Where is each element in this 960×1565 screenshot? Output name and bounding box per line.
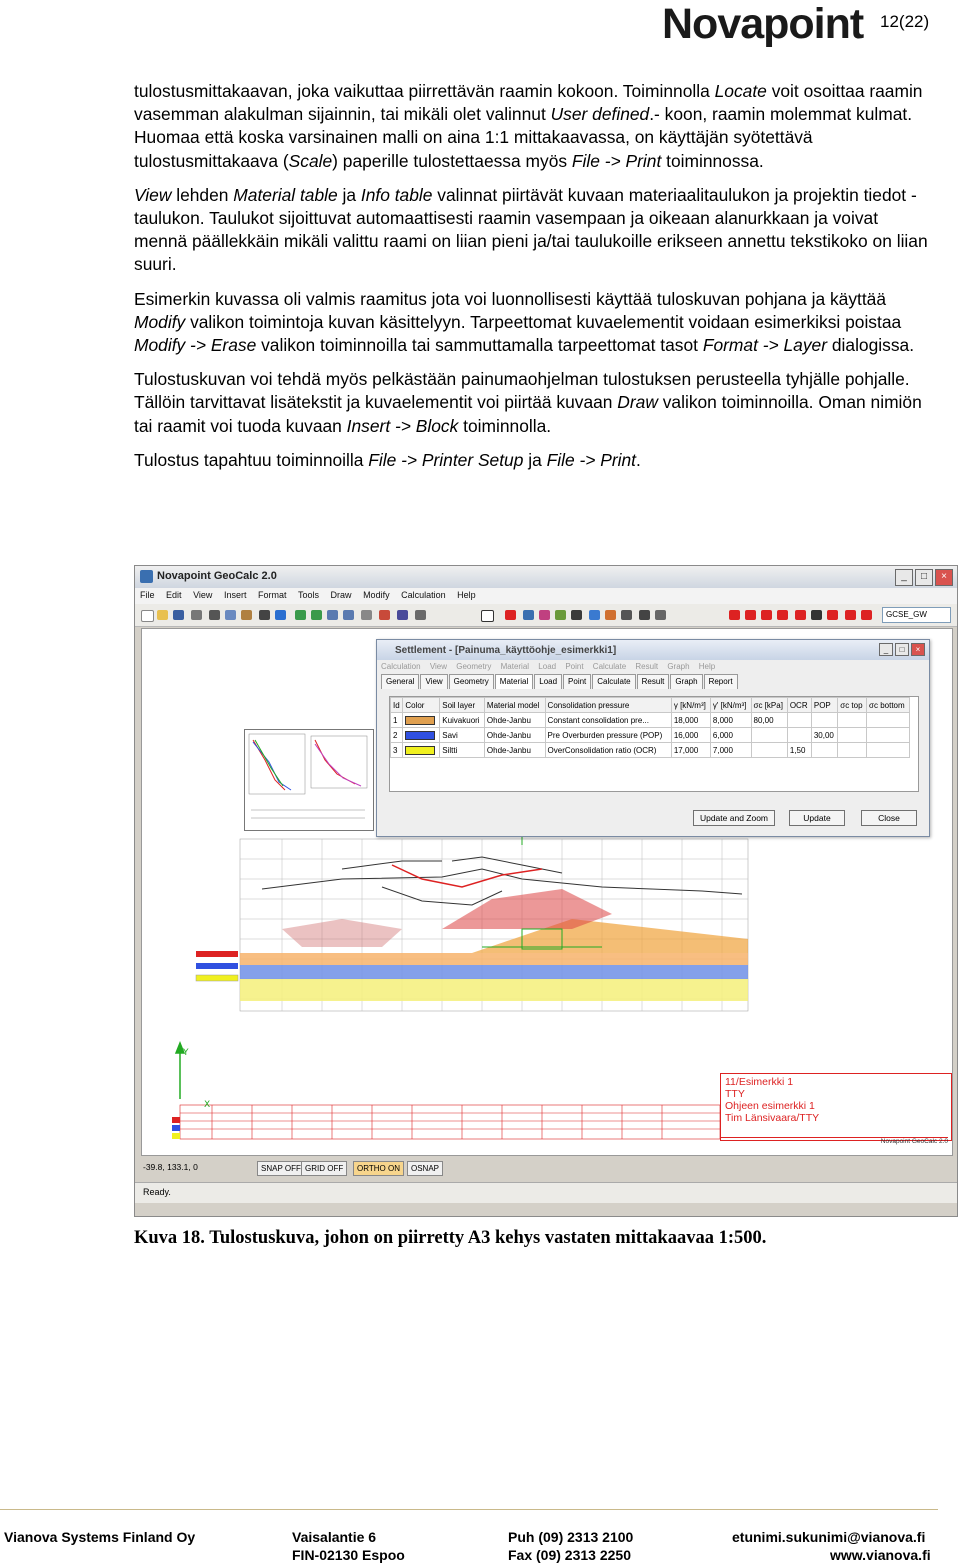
cell-color[interactable] [403, 713, 440, 728]
osnap-toggle[interactable]: OSNAP [407, 1161, 443, 1176]
dlg-menu-point[interactable]: Point [565, 662, 584, 671]
paragraph-2: View lehden Material table ja Info table valinnat piirtävät kuvaan materiaalitaulukon ja projektin tiedot -taulukon. Taulukot sijoittuvat automaattisesti raamin vasempaan ja oikeaan alanurkkaan ja voivat mennä päällekkäin mikäli valittu raami on liian pieni ja/tai taulukoille erikseen annettu tekstikoko on liian suuri. [134, 184, 928, 275]
drawing-material-table [180, 1105, 720, 1139]
fillet-icon[interactable] [639, 610, 650, 620]
col-material-model[interactable]: Material model [484, 698, 545, 713]
rotate-icon[interactable] [555, 610, 566, 620]
zoom-extents-icon[interactable] [343, 610, 354, 620]
menu-edit[interactable]: Edit [166, 590, 182, 600]
body-text [134, 80, 934, 483]
menu-draw[interactable]: Draw [330, 590, 352, 600]
dlg-menu-load[interactable]: Load [538, 662, 557, 671]
coordinate-readout: -39.8, 133.1, 0 [143, 1162, 198, 1172]
tab-point[interactable]: Point [563, 674, 591, 689]
cell-id[interactable]: 3 [391, 743, 403, 758]
cell-top[interactable] [838, 713, 867, 728]
menu-file[interactable]: File [140, 590, 155, 600]
redraw-icon[interactable] [379, 610, 390, 620]
dialog-minimize-icon[interactable]: _ [879, 643, 893, 656]
footer-street: Vaisalantie 6 [292, 1529, 377, 1545]
figure-caption: Kuva 18. Tulostuskuva, johon on piirretty A3 kehys vastaten mittakaavaa 1:500. [134, 1228, 767, 1248]
snap-center-icon[interactable] [761, 610, 772, 620]
footer-rule [0, 1509, 938, 1510]
menu-insert[interactable]: Insert [223, 590, 247, 600]
col-gamma[interactable]: γ [kN/m³] [671, 698, 710, 713]
info-footer: Novapoint GeoCalc 2.0 [720, 1137, 948, 1145]
cell-model[interactable]: Ohde-Janbu [484, 728, 545, 743]
cell-sigma-c[interactable]: 80,00 [751, 713, 787, 728]
status-bar [135, 1182, 957, 1203]
update-and-zoom-button[interactable]: Update and Zoom [693, 810, 775, 826]
properties-icon[interactable] [397, 610, 408, 620]
menu-modify[interactable]: Modify [363, 590, 390, 600]
footer-phone: Puh (09) 2313 2100 [508, 1529, 634, 1545]
paragraph-4: Tulostuskuvan voi tehdä myös pelkästään painumaohjelman tulostuksen perusteella tyhjälle pohjalle. Tällöin tarvittavat lisätekstit ja kuvaelementit voi piirtää kuvaan Draw valikon toiminnoilla. Oman nimiön tai raamit voi tuoda kuvaan Insert -> Block toiminnolla. [134, 369, 922, 436]
dlg-menu-calculation[interactable]: Calculation [381, 662, 421, 671]
dlg-menu-view[interactable]: View [429, 662, 448, 671]
grid-header-row [391, 698, 910, 713]
geocalc-screenshot [134, 565, 958, 1217]
tab-report[interactable]: Report [704, 674, 738, 689]
cell-layer[interactable]: Siltti [440, 743, 485, 758]
minimize-icon[interactable]: _ [895, 569, 913, 586]
tab-calculate[interactable]: Calculate [592, 674, 635, 689]
page-number: 12(22) [880, 12, 930, 31]
col-color[interactable]: Color [403, 698, 440, 713]
table-row[interactable] [391, 743, 910, 758]
print-icon[interactable] [191, 610, 202, 620]
cell-model[interactable]: Ohde-Janbu [484, 713, 545, 728]
snap-perp-icon[interactable] [811, 610, 822, 620]
footer-postal: FIN-02130 Espoo [292, 1547, 405, 1563]
move-icon[interactable] [523, 610, 534, 620]
zoom-out-icon[interactable] [311, 610, 322, 620]
dialog-close-icon[interactable]: × [911, 643, 925, 656]
cell-pop[interactable] [811, 743, 837, 758]
cell-layer[interactable]: Savi [440, 728, 485, 743]
settlement-dialog [376, 639, 930, 837]
cell-gamma[interactable]: 17,000 [671, 743, 710, 758]
cell-gamma-eff[interactable]: 6,000 [710, 728, 751, 743]
snap-intersect-icon[interactable] [795, 610, 806, 620]
tab-view[interactable]: View [420, 674, 447, 689]
dialog-titlebar [377, 640, 929, 660]
col-pop[interactable]: POP [811, 698, 837, 713]
open-icon[interactable] [157, 610, 168, 620]
col-sigma-c[interactable]: σc [kPa] [751, 698, 787, 713]
dialog-title: Settlement - [Painuma_käyttöohje_esimerkki1] [395, 645, 617, 656]
dlg-menu-geometry[interactable]: Geometry [456, 662, 492, 671]
info-line-1: 11/Esimerkki 1 [725, 1076, 794, 1088]
dlg-menu-calculate[interactable]: Calculate [592, 662, 627, 671]
maximize-icon[interactable]: □ [915, 569, 933, 586]
app-titlebar [135, 566, 957, 589]
command-status-row [141, 1160, 951, 1176]
svg-text:Y: Y [183, 1048, 189, 1058]
col-sigma-bottom[interactable]: σc bottom [867, 698, 910, 713]
app-menubar [135, 588, 957, 604]
app-icon [140, 570, 153, 583]
dlg-menu-graph[interactable]: Graph [667, 662, 690, 671]
cell-bottom[interactable] [867, 728, 910, 743]
menu-format[interactable]: Format [257, 590, 287, 600]
cell-gamma[interactable]: 16,000 [671, 728, 710, 743]
pan-icon[interactable] [361, 610, 372, 620]
pointer-icon[interactable] [481, 610, 494, 622]
color-swatch [405, 731, 435, 740]
cell-gamma-eff[interactable]: 8,000 [710, 713, 751, 728]
cell-ocr[interactable] [787, 713, 811, 728]
table-row[interactable] [391, 728, 910, 743]
cell-sigma-c[interactable] [751, 728, 787, 743]
cell-pop[interactable] [811, 713, 837, 728]
novapoint-logo: Novapoint [662, 0, 864, 48]
paste-icon[interactable] [241, 610, 252, 620]
menu-calculation[interactable]: Calculation [401, 590, 446, 600]
table-row[interactable] [391, 713, 910, 728]
dialog-maximize-icon[interactable]: □ [895, 643, 909, 656]
cell-model[interactable]: Ohde-Janbu [484, 743, 545, 758]
erase-icon[interactable] [505, 610, 516, 620]
snap-tangent-icon[interactable] [827, 610, 838, 620]
layer-select[interactable]: GCSE_GW [882, 607, 951, 623]
info-line-3: Ohjeen esimerkki 1 [725, 1100, 815, 1112]
trim-icon[interactable] [589, 610, 600, 620]
cell-pressure[interactable]: Constant consolidation pre... [545, 713, 671, 728]
copy-object-icon[interactable] [539, 610, 550, 620]
col-ocr[interactable]: OCR [787, 698, 811, 713]
cell-top[interactable] [838, 728, 867, 743]
save-icon[interactable] [173, 610, 184, 620]
footer-email[interactable]: etunimi.sukunimi@vianova.fi [732, 1529, 926, 1545]
snap-none-icon[interactable] [861, 610, 872, 620]
footer-company: Vianova Systems Finland Oy [4, 1529, 196, 1545]
snap-mid-icon[interactable] [745, 610, 756, 620]
menu-view[interactable]: View [193, 590, 213, 600]
layer-icon[interactable] [415, 610, 426, 620]
cell-gamma[interactable]: 18,000 [671, 713, 710, 728]
svg-text:X: X [204, 1100, 211, 1110]
snap-toggle[interactable]: SNAP OFF [257, 1161, 305, 1176]
cell-gamma-eff[interactable]: 7,000 [710, 743, 751, 758]
dlg-menu-help[interactable]: Help [698, 662, 716, 671]
col-gamma-eff[interactable]: γ' [kN/m³] [710, 698, 751, 713]
info-line-2: TTY [725, 1088, 745, 1100]
cell-bottom[interactable] [867, 713, 910, 728]
cell-sigma-c[interactable] [751, 743, 787, 758]
app-title: Novapoint GeoCalc 2.0 [157, 570, 277, 582]
col-soil-layer[interactable]: Soil layer [440, 698, 485, 713]
cell-pop[interactable]: 30,00 [811, 728, 837, 743]
tab-material[interactable]: Material [495, 674, 533, 689]
paragraph-5: Tulostus tapahtuu toiminnoilla File -> Printer Setup ja File -> Print. [134, 449, 641, 470]
col-id[interactable]: Id [391, 698, 403, 713]
menu-tools[interactable]: Tools [298, 590, 320, 600]
paragraph-1: tulostusmittakaavan, joka vaikuttaa piirrettävän raamin kokoon. Toiminnolla Locate voit osoittaa raamin vasemman alakulman sijainnin, tai mikäli olet valinnut User defined.- koon, raamin molemmat kulmat. Huomaa että koska varsinainen malli on aina 1:1 mittakaavassa, on käyttäjän syötettävä tulostusmittakaava (Scale) paperille tulostettaessa myös File -> Print toiminnossa. [134, 81, 923, 171]
tab-graph[interactable]: Graph [670, 674, 702, 689]
zoom-in-icon[interactable] [295, 610, 306, 620]
copy-icon[interactable] [225, 610, 236, 620]
extend-icon[interactable] [605, 610, 616, 620]
cut-icon[interactable] [209, 610, 220, 620]
cell-top[interactable] [838, 743, 867, 758]
new-icon[interactable] [141, 610, 154, 622]
footer-fax: Fax (09) 2313 2250 [508, 1547, 631, 1563]
cell-id[interactable]: 1 [391, 713, 403, 728]
cell-bottom[interactable] [867, 743, 910, 758]
col-consolidation-pressure[interactable]: Consolidation pressure [545, 698, 671, 713]
paragraph-3: Esimerkin kuvassa oli valmis raamitus jota voi luonnollisesti käyttää tuloskuvan pohjana ja käyttää Modify valikon toimintoja kuvan käsittelyyn. Tarpeettomat kuvaelementit voidaan esimerkiksi poistaa Modify -> Erase valikon toiminnoilla tai sammuttamalla tarpeettomat tasot Format -> Layer dialogissa. [134, 288, 915, 356]
tab-general[interactable]: General [381, 674, 419, 689]
tab-geometry[interactable]: Geometry [449, 674, 494, 689]
info-line-4: Tim Länsivaara/TTY [725, 1112, 820, 1124]
update-button[interactable]: Update [789, 810, 845, 826]
close-icon[interactable]: × [935, 569, 953, 586]
offset-icon[interactable] [621, 610, 632, 620]
snap-end-icon[interactable] [729, 610, 740, 620]
material-grid[interactable] [389, 696, 919, 792]
dialog-close-button[interactable]: Close [861, 810, 917, 826]
cell-pressure[interactable]: Pre Overburden pressure (POP) [545, 728, 671, 743]
snap-near-icon[interactable] [845, 610, 856, 620]
cell-id[interactable]: 2 [391, 728, 403, 743]
dlg-menu-result[interactable]: Result [635, 662, 659, 671]
status-text: Ready. [143, 1187, 171, 1197]
footer-web[interactable]: www.vianova.fi [830, 1547, 931, 1563]
color-swatch [405, 746, 435, 755]
line-icon[interactable] [275, 610, 286, 620]
cell-color[interactable] [403, 728, 440, 743]
grid-toggle[interactable]: GRID OFF [301, 1161, 347, 1176]
snap-node-icon[interactable] [777, 610, 788, 620]
cell-ocr[interactable] [787, 728, 811, 743]
info-table [720, 1073, 952, 1141]
ortho-toggle[interactable]: ORTHO ON [353, 1161, 404, 1176]
mirror-icon[interactable] [571, 610, 582, 620]
col-sigma-top[interactable]: σc top [838, 698, 867, 713]
zoom-window-icon[interactable] [327, 610, 338, 620]
settlement-graph-thumbnail [244, 729, 374, 831]
cell-color[interactable] [403, 743, 440, 758]
dialog-tabs [377, 674, 929, 690]
text-icon[interactable] [259, 610, 270, 620]
drawing-canvas[interactable] [141, 628, 953, 1156]
app-toolbar [135, 604, 957, 627]
tab-load[interactable]: Load [534, 674, 562, 689]
cell-pressure[interactable]: OverConsolidation ratio (OCR) [545, 743, 671, 758]
menu-help[interactable]: Help [457, 590, 476, 600]
cell-layer[interactable]: Kuivakuori [440, 713, 485, 728]
tab-result[interactable]: Result [637, 674, 670, 689]
break-icon[interactable] [655, 610, 666, 620]
cell-ocr[interactable]: 1,50 [787, 743, 811, 758]
dlg-menu-material[interactable]: Material [500, 662, 530, 671]
color-swatch [405, 716, 435, 725]
dialog-menu [377, 660, 929, 674]
